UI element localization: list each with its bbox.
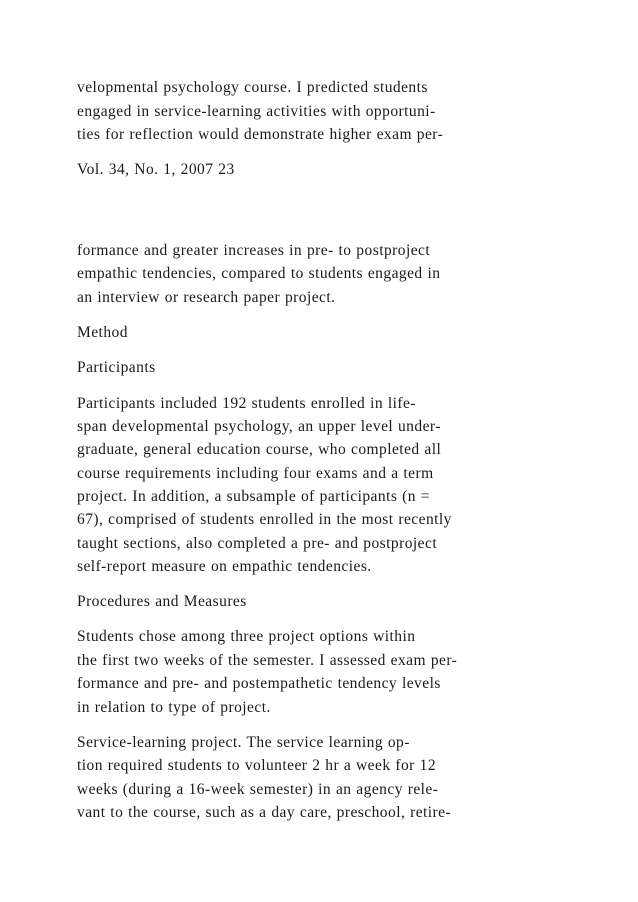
- text-line: velopmental psychology course. I predicted students: [77, 79, 428, 96]
- text-line: span developmental psychology, an upper level under-: [77, 418, 441, 435]
- text-line: an interview or research paper project.: [77, 289, 336, 306]
- text-line: Students chose among three project options within: [77, 628, 416, 645]
- journal-volume-line: Vol. 34, No. 1, 2007 23: [77, 161, 235, 178]
- text-line: graduate, general education course, who completed all: [77, 441, 442, 458]
- text-line: the first two weeks of the semester. I assessed exam per-: [77, 652, 458, 669]
- text-line: Participants included 192 students enrolled in life-: [77, 395, 416, 412]
- text-line: weeks (during a 16-week semester) in an agency rele-: [77, 781, 439, 798]
- text-line: course requirements including four exams and a term: [77, 465, 434, 482]
- text-line: formance and greater increases in pre- to postproject: [77, 242, 431, 259]
- text-line: empathic tendencies, compared to students engaged in: [77, 265, 441, 282]
- text-line: tion required students to volunteer 2 hr a week for 12: [77, 757, 437, 774]
- text-line: ties for reflection would demonstrate higher exam per-: [77, 126, 444, 143]
- subsection-heading-procedures: Procedures and Measures: [77, 593, 247, 610]
- subsection-heading-participants: Participants: [77, 359, 156, 376]
- text-line: taught sections, also completed a pre- and postproject: [77, 535, 438, 552]
- text-line: self-report measure on empathic tendencies.: [77, 558, 372, 575]
- text-line: project. In addition, a subsample of participants (n =: [77, 488, 430, 505]
- text-line: engaged in service-learning activities with opportuni-: [77, 103, 436, 120]
- text-line: Service-learning project. The service learning op-: [77, 734, 410, 751]
- text-line: 67), comprised of students enrolled in the most recently: [77, 511, 452, 528]
- text-line: formance and pre- and postempathetic tendency levels: [77, 675, 441, 692]
- text-line: vant to the course, such as a day care, preschool, retire-: [77, 804, 452, 821]
- text-line: in relation to type of project.: [77, 699, 271, 716]
- section-heading-method: Method: [77, 324, 128, 341]
